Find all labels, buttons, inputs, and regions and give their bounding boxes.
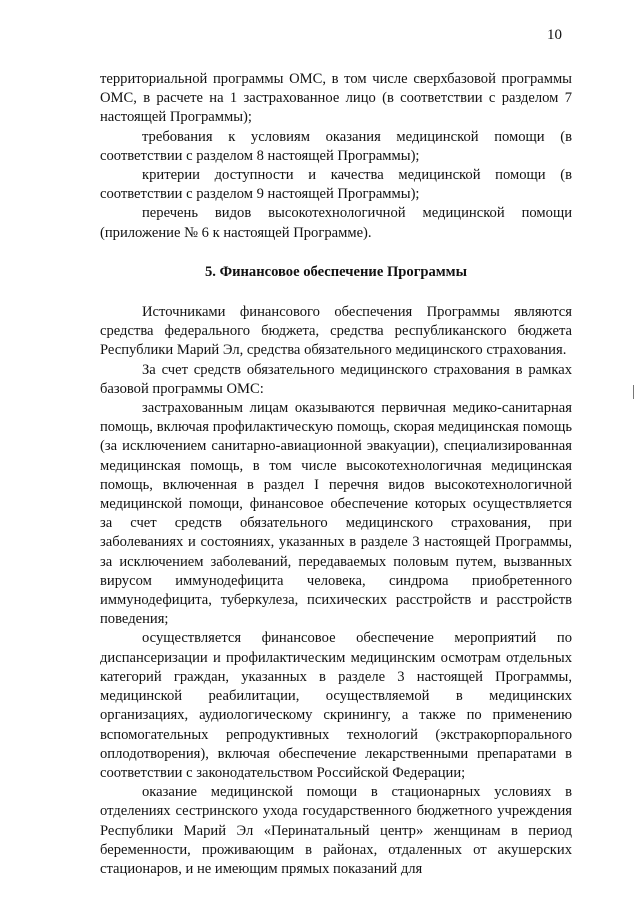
page-number: 10 bbox=[547, 27, 562, 43]
list-item-accessibility-criteria: критерии доступности и качества медицинской помощи (в соответствии с разделом 9 настоящей Программы); bbox=[100, 167, 572, 203]
paragraph-inpatient-nursing: оказание медицинской помощи в стационарных условиях в отделениях сестринского ухода государственного бюджетного учреждения Республики Марий Эл «Перинатальный центр» женщинам в период беременности, проживающим в районах, отдаленных от акушерских стационаров, и не имеющим прямых показаний для bbox=[100, 784, 572, 877]
list-item-subsidy-norms: территориальной программы ОМС, в том числе сверхбазовой программы ОМС, в расчете на 1 застрахованное лицо (в соответствии с разделом 7 настоящей Программы); bbox=[100, 71, 572, 126]
list-item-hightech-care-list: перечень видов высокотехнологичной медицинской помощи (приложение № 6 к настоящей Программе). bbox=[100, 205, 572, 241]
paragraph-funding-sources: Источниками финансового обеспечения Программы являются средства федерального бюджета, средства республиканского бюджета Республики Марий Эл, средства обязательного медицинского страхования. bbox=[100, 304, 572, 359]
paragraph-insured-care: застрахованным лицам оказываются первичная медико-санитарная помощь, включая профилактическую помощь, скорая медицинская помощь (за исключением санитарно-авиационной эвакуации), специализированная медицинская помощь, в том числе высокотехнологичная медицинская помощь, включенная в раздел I перечня видов высокотехнологичной медицинской помощи, финансовое обеспечение которых осуществляется за счет средств обязательного медицинского страхования, при заболеваниях и состояниях, указанных в разделе 3 настоящей Программы, за исключением заболеваний, передаваемых половым путем, вызванных вирусом иммунодефицита человека, синдрома приобретенного иммунодефицита, туберкулеза, психических расстройств и расстройств поведения; bbox=[100, 400, 572, 628]
paragraph-oms-intro: За счет средств обязательного медицинского страхования в рамках базовой программы ОМС: bbox=[100, 361, 572, 397]
list-item-care-conditions: требования к условиям оказания медицинской помощи (в соответствии с разделом 8 настоящей Программы); bbox=[100, 128, 572, 164]
section-heading: 5. Финансовое обеспечение Программы bbox=[204, 263, 468, 280]
paragraph-financed-measures: осуществляется финансовое обеспечение мероприятий по диспансеризации и профилактическим медицинским осмотрам отдельных категорий граждан, указанных в разделе 3 настоящей Программы, медицинской реабилитации, осуществляемой в медицинских организациях, аудиологическому скринингу, а также по применению вспомогательных репродуктивных технологий (экстракорпорального оплодотворения), включая обеспечение лекарственными препаратами в соответствии с законодательством Российской Федерации; bbox=[100, 630, 572, 781]
document-body bbox=[100, 70, 572, 879]
scan-artifact-mark bbox=[633, 385, 634, 399]
